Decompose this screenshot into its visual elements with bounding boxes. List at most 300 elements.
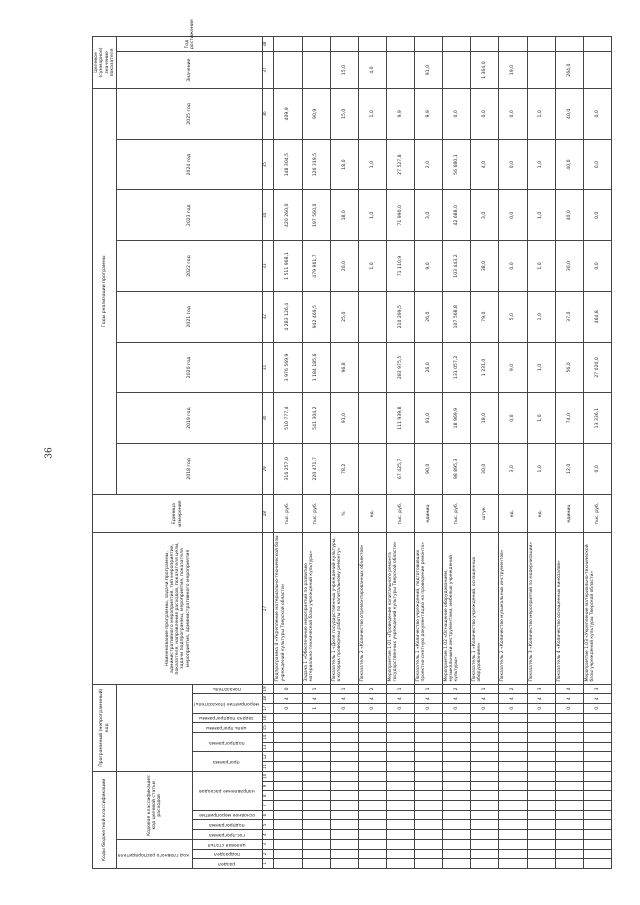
year-value: 1,0 — [358, 139, 386, 190]
code-cell — [302, 733, 330, 743]
code-cell — [358, 839, 386, 849]
code-cell — [527, 781, 555, 791]
final-year — [499, 37, 527, 52]
code-cell — [330, 859, 358, 869]
code-cell — [471, 781, 499, 791]
code-cell — [415, 781, 443, 791]
code-cell — [274, 810, 302, 820]
final-year — [443, 37, 471, 52]
year-value: 27 020,0 — [583, 342, 611, 393]
year-value: 4 283 126,4 — [274, 291, 302, 342]
code-cell — [555, 859, 583, 869]
hc-pr-type: показатель — [193, 684, 263, 694]
code-cell — [471, 820, 499, 830]
header-y2025: 2025 год — [117, 88, 263, 139]
code-cell — [330, 781, 358, 791]
year-value: 79,0 — [471, 291, 499, 342]
year-value: 5,0 — [499, 291, 527, 342]
code-cell — [443, 713, 471, 723]
code-cell — [274, 849, 302, 859]
code-cell: 0 — [358, 703, 386, 713]
code-cell — [499, 820, 527, 830]
header-y2018: 2018 год — [117, 443, 263, 494]
code-cell — [274, 791, 302, 801]
code-cell — [415, 713, 443, 723]
code-cell — [330, 742, 358, 752]
year-value: 18,0 — [330, 139, 358, 190]
final-year — [330, 37, 358, 52]
code-cell — [499, 830, 527, 840]
year-value: 541 304,2 — [302, 393, 330, 444]
code-cell: 0 — [499, 703, 527, 713]
row-name: Показатель 1 «Доля государственных учреждений культуры, в которых проведены работы по капитальному ремонту» — [330, 533, 358, 684]
code-cell — [583, 810, 611, 820]
index-cell: 30 — [263, 393, 274, 444]
code-cell: 1 — [330, 684, 358, 694]
code-cell — [358, 810, 386, 820]
code-cell — [471, 849, 499, 859]
table-row — [415, 37, 443, 869]
index-cell: 1 — [263, 859, 274, 869]
code-cell: 0 — [415, 703, 443, 713]
code-cell — [443, 830, 471, 840]
year-value: 0,0 — [583, 139, 611, 190]
code-cell — [358, 762, 386, 772]
code-cell: 4 — [358, 694, 386, 704]
code-cell — [274, 781, 302, 791]
code-cell — [555, 781, 583, 791]
index-row — [263, 37, 274, 869]
final-value — [443, 52, 471, 89]
code-cell: 4 — [527, 694, 555, 704]
code-cell — [471, 791, 499, 801]
year-value: 479 961,7 — [302, 241, 330, 292]
code-cell — [415, 801, 443, 811]
index-cell: 33 — [263, 241, 274, 292]
year-value: 13 336,1 — [583, 393, 611, 444]
code-cell — [583, 859, 611, 869]
year-value: 1,0 — [527, 393, 555, 444]
hc-pr-prog: программа — [193, 752, 263, 771]
code-cell — [471, 752, 499, 762]
code-cell — [302, 849, 330, 859]
year-value: 40,0 — [555, 88, 583, 139]
code-cell — [583, 762, 611, 772]
code-cell — [499, 733, 527, 743]
code-cell: 4 — [555, 684, 583, 694]
code-cell — [302, 781, 330, 791]
code-cell: 4 — [555, 694, 583, 704]
hc-pr-task: цель программы — [193, 723, 263, 733]
year-value: 71 990,0 — [386, 190, 414, 241]
year-value: 126 319,5 — [302, 139, 330, 190]
code-cell — [302, 723, 330, 733]
table-row — [499, 37, 527, 869]
code-cell — [471, 801, 499, 811]
code-cell — [499, 723, 527, 733]
code-cell — [302, 791, 330, 801]
code-cell — [583, 742, 611, 752]
code-cell: 0 — [527, 703, 555, 713]
code-cell — [527, 839, 555, 849]
code-cell — [386, 713, 414, 723]
code-cell: 4 — [583, 694, 611, 704]
code-cell — [527, 859, 555, 869]
table-row — [274, 37, 302, 869]
year-value: 510 777,4 — [274, 393, 302, 444]
year-value: 464,8 — [583, 291, 611, 342]
final-year — [386, 37, 414, 52]
code-cell — [527, 713, 555, 723]
year-value: 210 299,5 — [386, 291, 414, 342]
code-cell — [274, 733, 302, 743]
code-cell — [499, 742, 527, 752]
code-cell — [386, 801, 414, 811]
final-year — [415, 37, 443, 52]
row-name: Показатель 2 «Количество отремонтированных объектов» — [358, 533, 386, 684]
code-cell — [583, 713, 611, 723]
code-cell — [358, 752, 386, 762]
year-value: 15,0 — [330, 88, 358, 139]
year-value: 78,2 — [330, 443, 358, 494]
header-y2022: 2022 год — [117, 241, 263, 292]
year-value: 111 939,8 — [386, 393, 414, 444]
hc-subsection: подраздел — [193, 849, 263, 859]
code-cell — [555, 810, 583, 820]
row-name: Показатель 3 «Количество мероприятий по модернизации» — [527, 533, 555, 684]
code-cell — [358, 801, 386, 811]
code-cell — [302, 859, 330, 869]
code-cell — [499, 771, 527, 781]
code-cell — [302, 820, 330, 830]
index-cell: 12 — [263, 752, 274, 762]
code-cell — [386, 762, 414, 772]
year-value: 27 527,8 — [386, 139, 414, 190]
year-value: 409,9 — [274, 88, 302, 139]
row-unit: тыс. руб. — [443, 494, 471, 533]
year-value: 1 511 968,1 — [274, 241, 302, 292]
year-value: 56 680,1 — [443, 139, 471, 190]
code-cell — [499, 810, 527, 820]
code-cell — [358, 859, 386, 869]
code-cell — [583, 839, 611, 849]
code-cell — [499, 859, 527, 869]
code-cell — [358, 723, 386, 733]
code-cell — [415, 742, 443, 752]
year-value: 1 184 185,6 — [302, 342, 330, 393]
header-y2020: 2020 год — [117, 342, 263, 393]
code-cell — [443, 781, 471, 791]
code-cell — [415, 849, 443, 859]
year-value: 9,0 — [415, 241, 443, 292]
code-cell — [330, 733, 358, 743]
code-cell — [386, 849, 414, 859]
code-cell — [527, 820, 555, 830]
code-cell — [330, 752, 358, 762]
code-cell — [499, 781, 527, 791]
index-cell: 32 — [263, 291, 274, 342]
header-program-codes: Программный (непрограммный) код — [93, 684, 117, 771]
row-name: Мероприятие 1.03 «Укрепление материально-технической базы учреждений культуры Тверской области» — [583, 533, 611, 684]
year-value: 1,0 — [527, 139, 555, 190]
final-value — [527, 52, 555, 89]
year-value: 1,0 — [527, 241, 555, 292]
index-cell: 27 — [263, 533, 274, 684]
code-cell — [443, 771, 471, 781]
code-cell — [415, 791, 443, 801]
code-cell — [274, 771, 302, 781]
code-cell: 0 — [471, 703, 499, 713]
index-cell: 6 — [263, 810, 274, 820]
code-cell — [386, 830, 414, 840]
code-cell — [527, 801, 555, 811]
row-name: Подпрограмма 4 «Укрепление материально-технической базы учреждений культуры Тверской области» — [274, 533, 302, 684]
final-year — [471, 37, 499, 52]
code-cell — [302, 742, 330, 752]
code-cell — [415, 733, 443, 743]
year-value: 0,0 — [499, 88, 527, 139]
row-name: Показатель 1 «Количество учреждений, подготовивших проектно-сметную документацию на проведение ремонта» — [415, 533, 443, 684]
code-cell: 0 — [555, 703, 583, 713]
code-cell — [443, 839, 471, 849]
index-cell: 29 — [263, 443, 274, 494]
index-cell: 2 — [263, 849, 274, 859]
year-value: 18 969,9 — [443, 393, 471, 444]
code-cell — [555, 752, 583, 762]
year-value: 0,0 — [499, 393, 527, 444]
code-cell — [583, 830, 611, 840]
index-cell: 5 — [263, 820, 274, 830]
final-value: 1 364,0 — [471, 52, 499, 89]
code-cell: 4 — [274, 694, 302, 704]
code-cell — [386, 820, 414, 830]
code-cell — [527, 791, 555, 801]
code-cell: 4 — [330, 694, 358, 704]
code-cell — [415, 839, 443, 849]
year-value: 91,0 — [330, 393, 358, 444]
index-cell: 31 — [263, 342, 274, 393]
header-y2021: 2021 год — [117, 291, 263, 342]
code-cell: 4 — [415, 694, 443, 704]
index-cell: 18 — [263, 694, 274, 704]
code-cell — [386, 791, 414, 801]
code-cell — [358, 713, 386, 723]
code-cell — [274, 752, 302, 762]
code-cell — [471, 839, 499, 849]
table-row — [443, 37, 471, 869]
code-cell — [274, 830, 302, 840]
year-value: 1,0 — [527, 190, 555, 241]
year-value: 38,0 — [471, 241, 499, 292]
final-year — [527, 37, 555, 52]
table-row — [527, 37, 555, 869]
year-value — [358, 342, 386, 393]
code-cell — [471, 742, 499, 752]
year-value: 20,0 — [330, 241, 358, 292]
index-cell: 15 — [263, 723, 274, 733]
row-unit: ед. — [358, 494, 386, 533]
row-name: Показатель 1 «Количество учреждений, оснащенных оборудованием» — [471, 533, 499, 684]
code-cell — [358, 830, 386, 840]
code-cell — [386, 781, 414, 791]
code-cell — [527, 810, 555, 820]
year-value: 316 257,0 — [274, 443, 302, 494]
code-cell: 0 — [330, 703, 358, 713]
index-cell: 10 — [263, 771, 274, 781]
header-admin-section: код главного распорядителя — [117, 839, 193, 868]
year-value: 0,0 — [583, 443, 611, 494]
row-name: Мероприятие 1.01 «Проведение капитального ремонта государственных учреждений культуры Тверской области» — [386, 533, 414, 684]
code-cell — [527, 771, 555, 781]
code-cell — [527, 733, 555, 743]
index-cell: 36 — [263, 88, 274, 139]
final-value: 15,0 — [330, 52, 358, 89]
final-year — [583, 37, 611, 52]
code-cell — [386, 742, 414, 752]
hc-csr: целевая статья — [193, 839, 263, 849]
year-value: 197 560,0 — [302, 190, 330, 241]
index-cell: 7 — [263, 801, 274, 811]
code-cell — [358, 771, 386, 781]
header-value: Значение — [117, 52, 263, 89]
code-cell — [555, 713, 583, 723]
index-cell: 17 — [263, 703, 274, 713]
year-value: 56,0 — [555, 342, 583, 393]
final-year — [274, 37, 302, 52]
code-cell: 2 — [358, 684, 386, 694]
code-cell — [330, 849, 358, 859]
row-unit: штук — [471, 494, 499, 533]
index-cell: 19 — [263, 684, 274, 694]
code-cell — [274, 820, 302, 830]
code-cell — [274, 723, 302, 733]
code-cell: 4 — [443, 694, 471, 704]
code-cell — [499, 849, 527, 859]
code-cell — [330, 723, 358, 733]
code-cell — [386, 810, 414, 820]
final-year — [358, 37, 386, 52]
hc-direction: направление расходов — [193, 771, 263, 810]
year-value: 103 443,2 — [443, 241, 471, 292]
code-cell — [274, 859, 302, 869]
code-cell — [583, 791, 611, 801]
code-cell — [415, 859, 443, 869]
row-name: Мероприятие 1.02 «Оснащение оборудованием, музыкальными инструментами, мебелью учреждений культуры» — [443, 533, 471, 684]
code-cell — [443, 752, 471, 762]
header-y2024: 2024 год — [117, 139, 263, 190]
code-cell — [527, 849, 555, 859]
final-value: 264,0 — [555, 52, 583, 89]
year-value: 1,0 — [358, 88, 386, 139]
year-value: 74,0 — [555, 393, 583, 444]
code-cell — [443, 820, 471, 830]
code-cell — [302, 713, 330, 723]
year-value: 1,0 — [527, 443, 555, 494]
index-cell: 37 — [263, 52, 274, 89]
code-cell — [386, 771, 414, 781]
code-cell — [555, 839, 583, 849]
year-value: 0,0 — [583, 88, 611, 139]
year-value: 42 688,0 — [443, 190, 471, 241]
year-value: 30,0 — [471, 443, 499, 494]
final-value: 4,0 — [358, 52, 386, 89]
year-value: 18,0 — [330, 190, 358, 241]
header-y2019: 2019 год — [117, 393, 263, 444]
year-value: 283 975,5 — [386, 342, 414, 393]
code-cell — [527, 762, 555, 772]
final-value — [583, 52, 611, 89]
code-cell — [330, 713, 358, 723]
hc-event: основное мероприятие — [193, 810, 263, 820]
year-value: 96,8 — [330, 342, 358, 393]
index-cell: 9 — [263, 781, 274, 791]
code-cell — [302, 771, 330, 781]
year-value: 131 057,2 — [443, 342, 471, 393]
row-unit: тыс. руб. — [302, 494, 330, 533]
year-value: 18,0 — [471, 393, 499, 444]
final-value: 91,0 — [415, 52, 443, 89]
final-year — [302, 37, 330, 52]
row-unit: ед. — [499, 494, 527, 533]
index-cell: 38 — [263, 37, 274, 52]
hc-pr-sub: подпрограмма — [193, 733, 263, 752]
header-years: Годы реализации программы — [93, 88, 117, 494]
code-cell: 0 — [443, 703, 471, 713]
header-y2023: 2023 год — [117, 190, 263, 241]
year-value: 1 231,0 — [471, 342, 499, 393]
year-value: 0,0 — [443, 88, 471, 139]
code-cell: 4 — [386, 694, 414, 704]
year-value: 90,0 — [415, 443, 443, 494]
code-cell — [443, 859, 471, 869]
code-cell — [555, 723, 583, 733]
hc-section: раздел — [193, 859, 263, 869]
year-value: 942 469,5 — [302, 291, 330, 342]
year-value: 1,0 — [358, 190, 386, 241]
table-row — [555, 37, 583, 869]
index-cell: 11 — [263, 762, 274, 772]
code-cell — [527, 752, 555, 762]
year-value: 420 260,0 — [274, 190, 302, 241]
code-cell — [583, 801, 611, 811]
row-unit: тыс. руб. — [386, 494, 414, 533]
code-cell — [499, 762, 527, 772]
code-cell — [415, 820, 443, 830]
code-cell: 3 — [583, 684, 611, 694]
final-value — [274, 52, 302, 89]
year-value: 40,0 — [555, 139, 583, 190]
code-cell — [302, 752, 330, 762]
year-value: 9,0 — [499, 342, 527, 393]
code-cell — [527, 742, 555, 752]
code-cell — [274, 742, 302, 752]
code-cell — [415, 771, 443, 781]
code-cell — [330, 771, 358, 781]
year-value — [358, 443, 386, 494]
year-value: 148 304,5 — [274, 139, 302, 190]
code-cell — [471, 830, 499, 840]
code-cell — [302, 830, 330, 840]
program-table — [92, 19, 612, 869]
code-cell — [358, 742, 386, 752]
header-final: Целевое (суммарное) значение показателя — [93, 37, 117, 89]
code-cell — [471, 723, 499, 733]
code-cell — [443, 723, 471, 733]
table-row — [330, 37, 358, 869]
header-unit: Единица измерения — [93, 494, 263, 533]
code-cell: 4 — [499, 694, 527, 704]
code-cell: 1 — [415, 684, 443, 694]
